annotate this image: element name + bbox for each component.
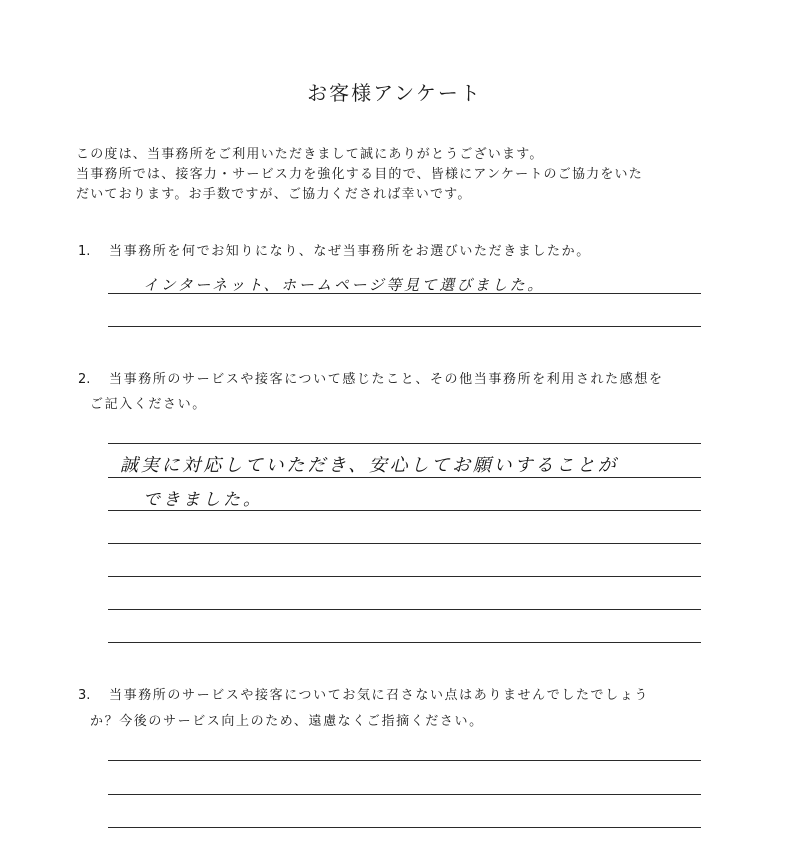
question-2-handwritten-answer-line-1: 誠実に対応していただき、安心してお願いすることが [120, 455, 619, 476]
question-3-answer-line [108, 760, 701, 761]
question-2-answer-line [108, 477, 701, 478]
question-2-number: 2. [78, 372, 91, 387]
intro-line-3: だいております。お手数ですが、ご協力くだされば幸いです。 [76, 187, 472, 202]
question-2-answer-line [108, 510, 701, 511]
question-2-answer-line [108, 543, 701, 544]
question-1-answer-line [108, 293, 701, 294]
intro-line-2: 当事務所では、接客力・サービス力を強化する目的で、皆様にアンケートのご協力をいた [76, 167, 643, 182]
question-1-text: 当事務所を何でお知りになり、なぜ当事務所をお選びいただきましたか。 [109, 244, 591, 259]
question-2-handwritten-answer-line-2: できました。 [143, 490, 263, 510]
question-3-answer-line [108, 827, 701, 828]
question-3-number: 3. [78, 688, 91, 703]
intro-line-1: この度は、当事務所をご利用いただきまして誠にありがとうございます。 [76, 147, 544, 162]
survey-title: お客様アンケート [307, 81, 482, 105]
question-2-answer-line [108, 443, 701, 444]
question-3-text-line-1: 当事務所のサービスや接客についてお気に召さない点はありませんでしたでしょう [109, 688, 649, 703]
question-2-text-line-1: 当事務所のサービスや接客について感じたこと、その他当事務所を利用された感想を [109, 372, 664, 387]
question-1-number: 1. [78, 244, 91, 259]
question-2-answer-line [108, 576, 701, 577]
question-3-text-line-2: か？今後のサービス向上のため、遠慮なくご指摘ください。 [90, 714, 484, 729]
question-3-answer-line [108, 794, 701, 795]
question-1-handwritten-answer: インターネット、ホームページ等見て選びました。 [143, 276, 545, 294]
question-1-answer-line [108, 326, 701, 327]
question-2-answer-line [108, 642, 701, 643]
question-2-text-line-2: ご記入ください。 [90, 397, 207, 412]
question-2-answer-line [108, 609, 701, 610]
